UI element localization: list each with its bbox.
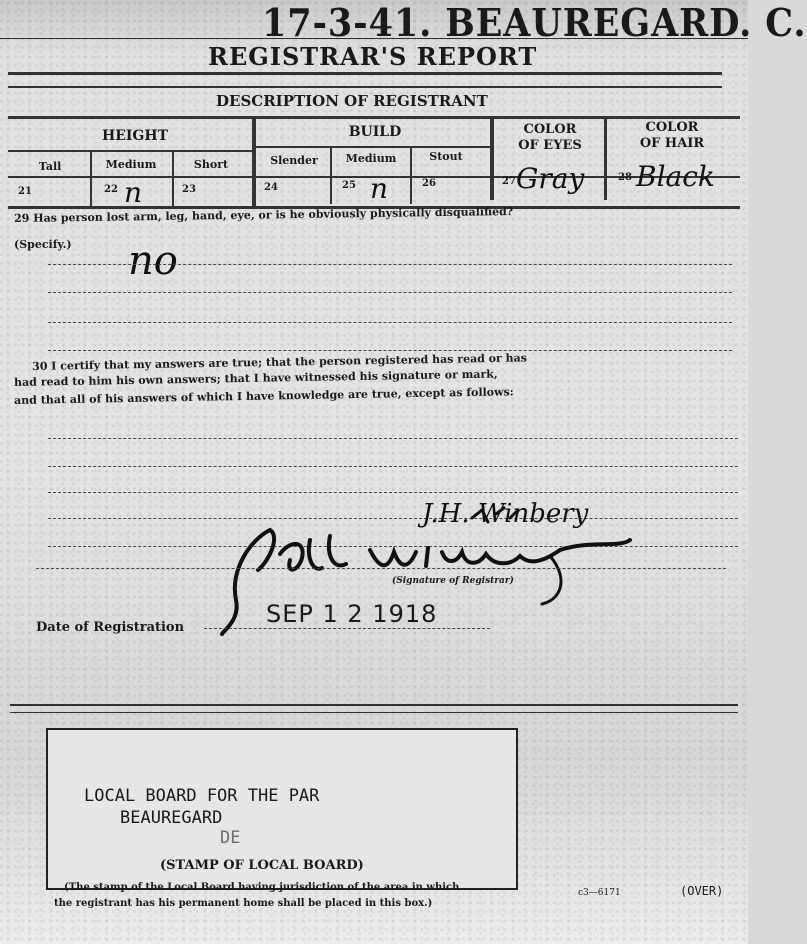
field-number: 22 bbox=[104, 184, 118, 195]
answer-line bbox=[48, 322, 732, 323]
divider bbox=[8, 86, 722, 88]
build-medium-label: Medium bbox=[345, 152, 397, 165]
eyes-label-2: OF EYES bbox=[518, 138, 582, 153]
field-number: 23 bbox=[182, 184, 196, 195]
divider bbox=[10, 704, 738, 706]
question-30-line: had read to him his own answers; that I have witnessed his signature or mark, bbox=[14, 367, 498, 389]
over-note: (OVER) bbox=[680, 884, 724, 898]
divider bbox=[10, 712, 738, 713]
field-number: 28 bbox=[618, 172, 632, 183]
question-29-specify: (Specify.) bbox=[14, 238, 72, 251]
divider bbox=[8, 72, 722, 75]
hair-color-value: Black bbox=[636, 160, 715, 193]
section-title: DESCRIPTION OF REGISTRANT bbox=[216, 92, 488, 110]
column-divider bbox=[330, 146, 332, 204]
height-medium-label: Medium bbox=[105, 158, 157, 171]
column-divider bbox=[604, 116, 607, 200]
question-29-text: 29 Has person lost arm, leg, hand, eye, or is he obviously physically disqualified? bbox=[14, 205, 514, 225]
build-medium-mark: n bbox=[370, 172, 389, 205]
answer-line bbox=[48, 264, 732, 265]
question-29-answer: no bbox=[128, 238, 178, 284]
row-divider bbox=[8, 150, 252, 152]
stamp-line: BEAUREGARD bbox=[120, 808, 223, 828]
registration-date-stamp: SEP 1 2 1918 bbox=[266, 600, 438, 628]
stamp-line: LOCAL BOARD FOR THE PAR bbox=[84, 786, 320, 806]
signature-text: J.H. Winbery bbox=[422, 499, 589, 529]
local-board-stamp-box bbox=[46, 728, 518, 890]
divider bbox=[8, 116, 740, 119]
registration-date-label: Date of Registration bbox=[36, 620, 185, 635]
answer-line bbox=[48, 292, 732, 293]
footer-note: (The stamp of the Local Board having jurisdiction of the area in which bbox=[64, 882, 460, 893]
answer-line bbox=[48, 438, 738, 439]
column-divider bbox=[252, 116, 256, 206]
build-stout-label: Stout bbox=[429, 150, 463, 163]
field-number: 24 bbox=[264, 182, 278, 193]
stamp-line: DE bbox=[220, 828, 241, 848]
eyes-label-1: COLOR bbox=[523, 122, 577, 137]
height-label: HEIGHT bbox=[101, 128, 169, 144]
serial-and-name: 17-3-41. BEAUREGARD. C. bbox=[262, 0, 807, 45]
column-divider bbox=[172, 150, 174, 206]
answer-line bbox=[48, 466, 738, 467]
height-tall-label: Tall bbox=[38, 160, 62, 173]
column-divider bbox=[490, 116, 494, 200]
report-title: REGISTRAR'S REPORT bbox=[208, 42, 538, 71]
field-number: 27 bbox=[502, 176, 516, 187]
height-short-label: Short bbox=[193, 158, 229, 171]
build-label: BUILD bbox=[348, 124, 402, 140]
date-line bbox=[204, 628, 490, 629]
stamp-caption: (STAMP OF LOCAL BOARD) bbox=[160, 858, 364, 873]
form-number: c3—6171 bbox=[578, 888, 621, 898]
hair-label-2: OF HAIR bbox=[639, 136, 705, 151]
height-medium-mark: n bbox=[124, 176, 143, 209]
field-number: 25 bbox=[342, 180, 356, 191]
footer-note: the registrant has his permanent home shall be placed in this box.) bbox=[54, 898, 433, 909]
divider bbox=[0, 38, 748, 39]
column-divider bbox=[90, 150, 92, 206]
eye-color-value: Gray bbox=[516, 162, 585, 195]
row-divider bbox=[256, 146, 490, 148]
signature-caption: (Signature of Registrar) bbox=[392, 576, 514, 586]
answer-line bbox=[48, 492, 738, 493]
signature-line bbox=[36, 568, 726, 569]
field-number: 21 bbox=[18, 186, 32, 197]
hair-label-1: COLOR bbox=[645, 120, 699, 135]
column-divider bbox=[410, 146, 412, 204]
question-30-line: and that all of his answers of which I have knowledge are true, except as follows: bbox=[14, 385, 514, 407]
question-30-line: 30 I certify that my answers are true; that the person registered has read or has bbox=[32, 351, 528, 373]
field-number: 26 bbox=[422, 178, 436, 189]
build-slender-label: Slender bbox=[270, 154, 318, 167]
